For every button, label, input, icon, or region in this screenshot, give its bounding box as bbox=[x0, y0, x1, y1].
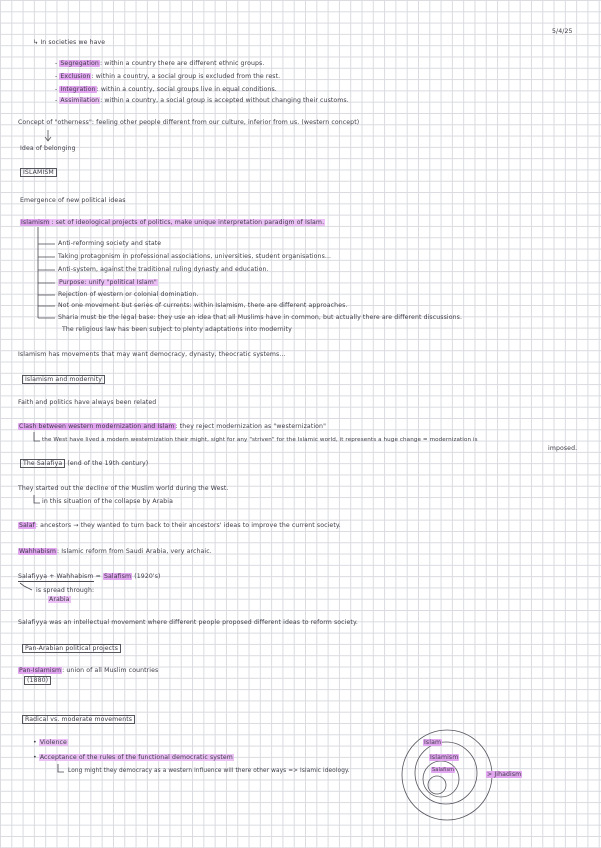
list-item: Anti-system, against the traditional ruling dynasty and education. bbox=[58, 266, 269, 273]
pan-date: (1880) bbox=[24, 677, 51, 685]
list-item: Sharia must be the legal base: they use an idea that all Muslims have in common, but actually there are different discussions. bbox=[58, 314, 463, 321]
islam-circle bbox=[402, 730, 492, 820]
list-item: Taking protagonism in professional associations, universities, student organisations... bbox=[58, 253, 332, 260]
clash-line: Clash between western modernization and Islam: they reject modernization as "westernization" bbox=[19, 423, 327, 430]
clash-note: the West have lived a modern westernization their might, sight for any "striven" for the Islamic world, it represents a huge change = modernization is bbox=[42, 437, 478, 443]
section-heading: Pan-Arabian political projects bbox=[22, 645, 121, 653]
diagram-label-islamism: Islamism bbox=[430, 754, 459, 761]
section-heading: Islamism and modernity bbox=[22, 376, 105, 384]
diagram-label-salafism: Salafism bbox=[432, 767, 455, 773]
otherness-line: Concept of "otherness": feeling other people different from our culture, inferior from us. (western concept) bbox=[18, 119, 360, 126]
list-item: Anti-reforming society and state bbox=[58, 240, 162, 247]
list-item: - Assimilation: within a country, a social group is accepted without changing their customs. bbox=[55, 97, 349, 104]
list-item: Purpose: unify "political Islam" bbox=[59, 279, 157, 286]
clash-note-end: imposed. bbox=[548, 445, 578, 452]
wahhabism-line: Wahhabism: Islamic reform from Saudi Arabia, very archaic. bbox=[19, 548, 212, 555]
islamism-claim: Islamism has movements that may want democracy, dynasty, theocratic systems... bbox=[18, 351, 286, 358]
jihadism-circle bbox=[428, 776, 446, 794]
radical-sub: Long might they democracy as a western influence will there other ways => Islamic ideology. bbox=[68, 768, 350, 774]
list-item: Not one movement but series of currents: within Islamism, there are different approaches. bbox=[58, 302, 348, 309]
islamism-note: The religious law has been subject to plenty adaptations into modernity bbox=[62, 326, 292, 333]
salafiyya-line: Salafiyya was an intellectual movement where different people proposed different ideas to reform society. bbox=[18, 619, 358, 626]
salafiya-sub: in this situation of the collapse by Arabia bbox=[42, 498, 174, 505]
salaf-line: Salaf: ancestors → they wanted to turn back to their ancestors' ideas to improve the current society. bbox=[19, 522, 341, 529]
date: 5/4/25 bbox=[552, 28, 573, 35]
list-item: Rejection of western or colonial domination. bbox=[58, 291, 199, 298]
section-heading: Radical vs. moderate movements bbox=[22, 716, 135, 724]
section-heading: The Salafiya (end of the 19th century) bbox=[20, 460, 148, 468]
diagram-label-islam: Islam bbox=[424, 739, 442, 746]
list-item: • Acceptance of the rules of the functional democratic system bbox=[33, 754, 233, 761]
belonging-line: Idea of belonging bbox=[20, 145, 76, 152]
intro-line: ↳ In societies we have bbox=[33, 39, 106, 46]
diagram-label-jihadism: > Jihadism bbox=[487, 771, 522, 778]
islamism-definition: Islamism : set of ideological projects of politics, make unique interpretation paradigm of Islam. bbox=[21, 219, 325, 226]
list-item: - Integration: within a country, social groups live in equal conditions. bbox=[55, 86, 277, 93]
formula-line: Salafiyya + Wahhabism = Salafism (1920's) bbox=[18, 573, 161, 580]
pan-islamism-line: Pan-Islamism: union of all Muslim countries bbox=[19, 667, 159, 674]
list-item: - Exclusion: within a country, a social group is excluded from the rest. bbox=[55, 73, 281, 80]
emergence-line: Emergence of new political ideas bbox=[20, 197, 126, 204]
salafiya-line: They started out the decline of the Muslim world during the West. bbox=[18, 485, 229, 492]
spread-line: is spread through: bbox=[36, 587, 95, 594]
list-item: • Violence bbox=[33, 739, 67, 746]
section-heading: ISLAMISM bbox=[20, 169, 57, 177]
spread-item: Arabia bbox=[49, 596, 70, 603]
faith-line: Faith and politics have always been related bbox=[18, 399, 157, 406]
arrow-icon: ↳ bbox=[33, 39, 41, 46]
list-item: - Segregation: within a country there are different ethnic groups. bbox=[55, 60, 265, 67]
